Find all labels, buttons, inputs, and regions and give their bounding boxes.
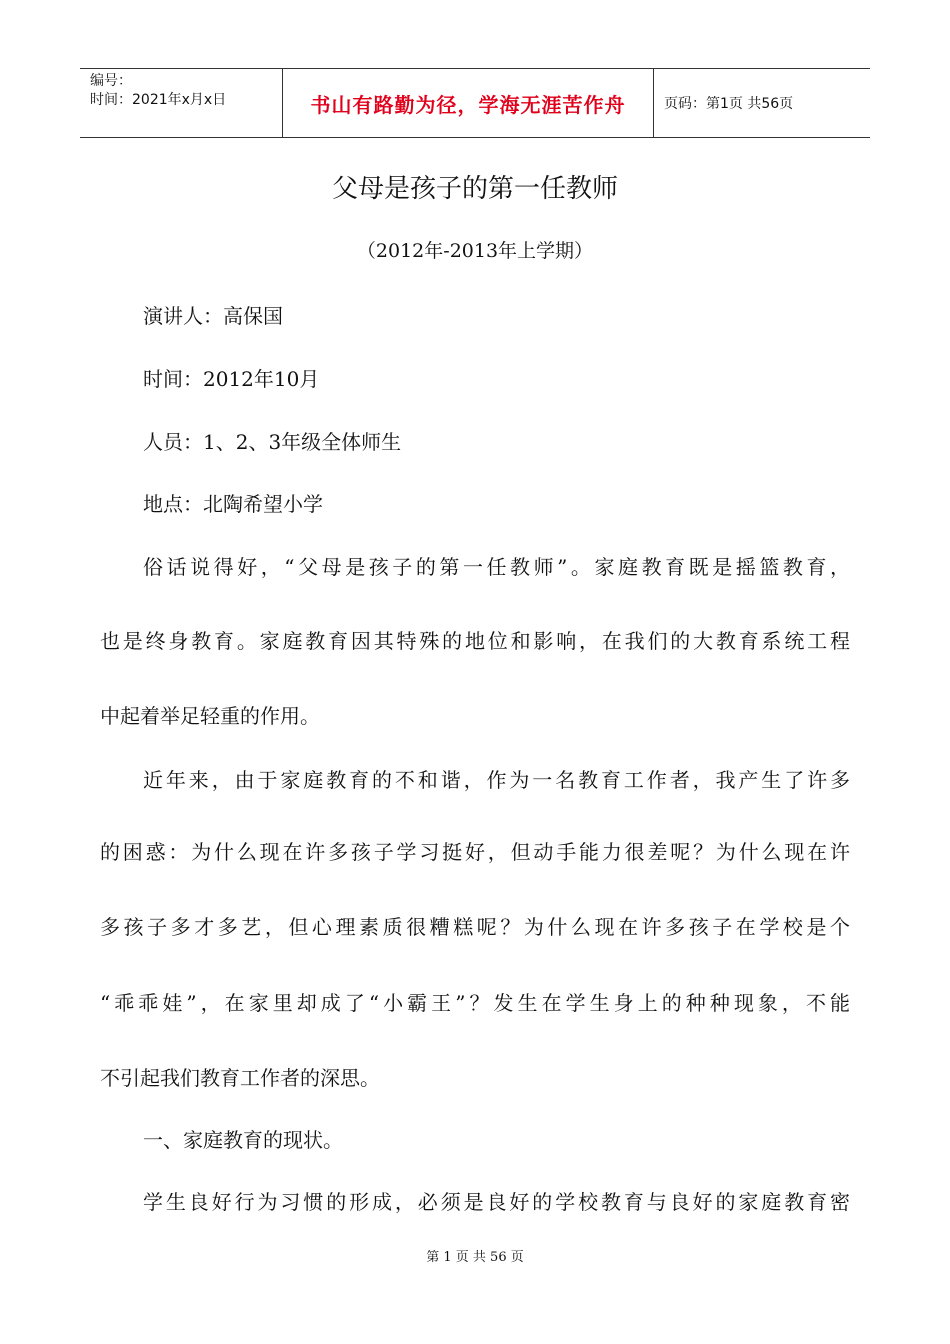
place-line: 地点：北陶希望小学 bbox=[143, 492, 323, 516]
serial-label: 编号： bbox=[90, 73, 132, 89]
page-header bbox=[80, 68, 870, 138]
time-line: 时间：2012年10月 bbox=[143, 367, 320, 391]
people-line: 人员：1、2、3年级全体师生 bbox=[143, 430, 402, 454]
page-footer: 第 1 页 共 56 页 bbox=[426, 1250, 524, 1265]
date-label: 时间：2021年x月x日 bbox=[90, 92, 227, 108]
paragraph-line: 近年来，由于家庭教育的不和谐，作为一名教育工作者，我产生了许多 bbox=[143, 768, 850, 792]
paragraph-line: 俗话说得好，“父母是孩子的第一任教师”。家庭教育既是摇篮教育， bbox=[143, 555, 850, 579]
header-page-info: 页码：第1页 共56页 bbox=[664, 96, 794, 112]
paragraph-line: 也是终身教育。家庭教育因其特殊的地位和影响，在我们的大教育系统工程 bbox=[100, 629, 850, 653]
header-motto: 书山有路勤为径，学海无涯苦作舟 bbox=[283, 69, 654, 137]
document-subtitle: （2012年-2013年上学期） bbox=[356, 240, 594, 262]
paragraph-line: 的困惑：为什么现在许多孩子学习挺好，但动手能力很差呢？为什么现在许 bbox=[100, 840, 850, 864]
paragraph-line: “乖乖娃”，在家里却成了“小霸王”？发生在学生身上的种种现象，不能 bbox=[100, 991, 850, 1015]
paragraph-line: 多孩子多才多艺，但心理素质很糟糕呢？为什么现在许多孩子在学校是个 bbox=[100, 915, 850, 939]
paragraph-line: 中起着举足轻重的作用。 bbox=[100, 704, 320, 728]
speaker-line: 演讲人：高保国 bbox=[143, 304, 283, 328]
document-title: 父母是孩子的第一任教师 bbox=[331, 174, 618, 204]
paragraph-line: 不引起我们教育工作者的深思。 bbox=[100, 1066, 380, 1090]
paragraph-line: 学生良好行为习惯的形成，必须是良好的学校教育与良好的家庭教育密 bbox=[143, 1190, 850, 1214]
section-heading: 一、家庭教育的现状。 bbox=[143, 1128, 343, 1152]
header-meta bbox=[80, 69, 283, 137]
